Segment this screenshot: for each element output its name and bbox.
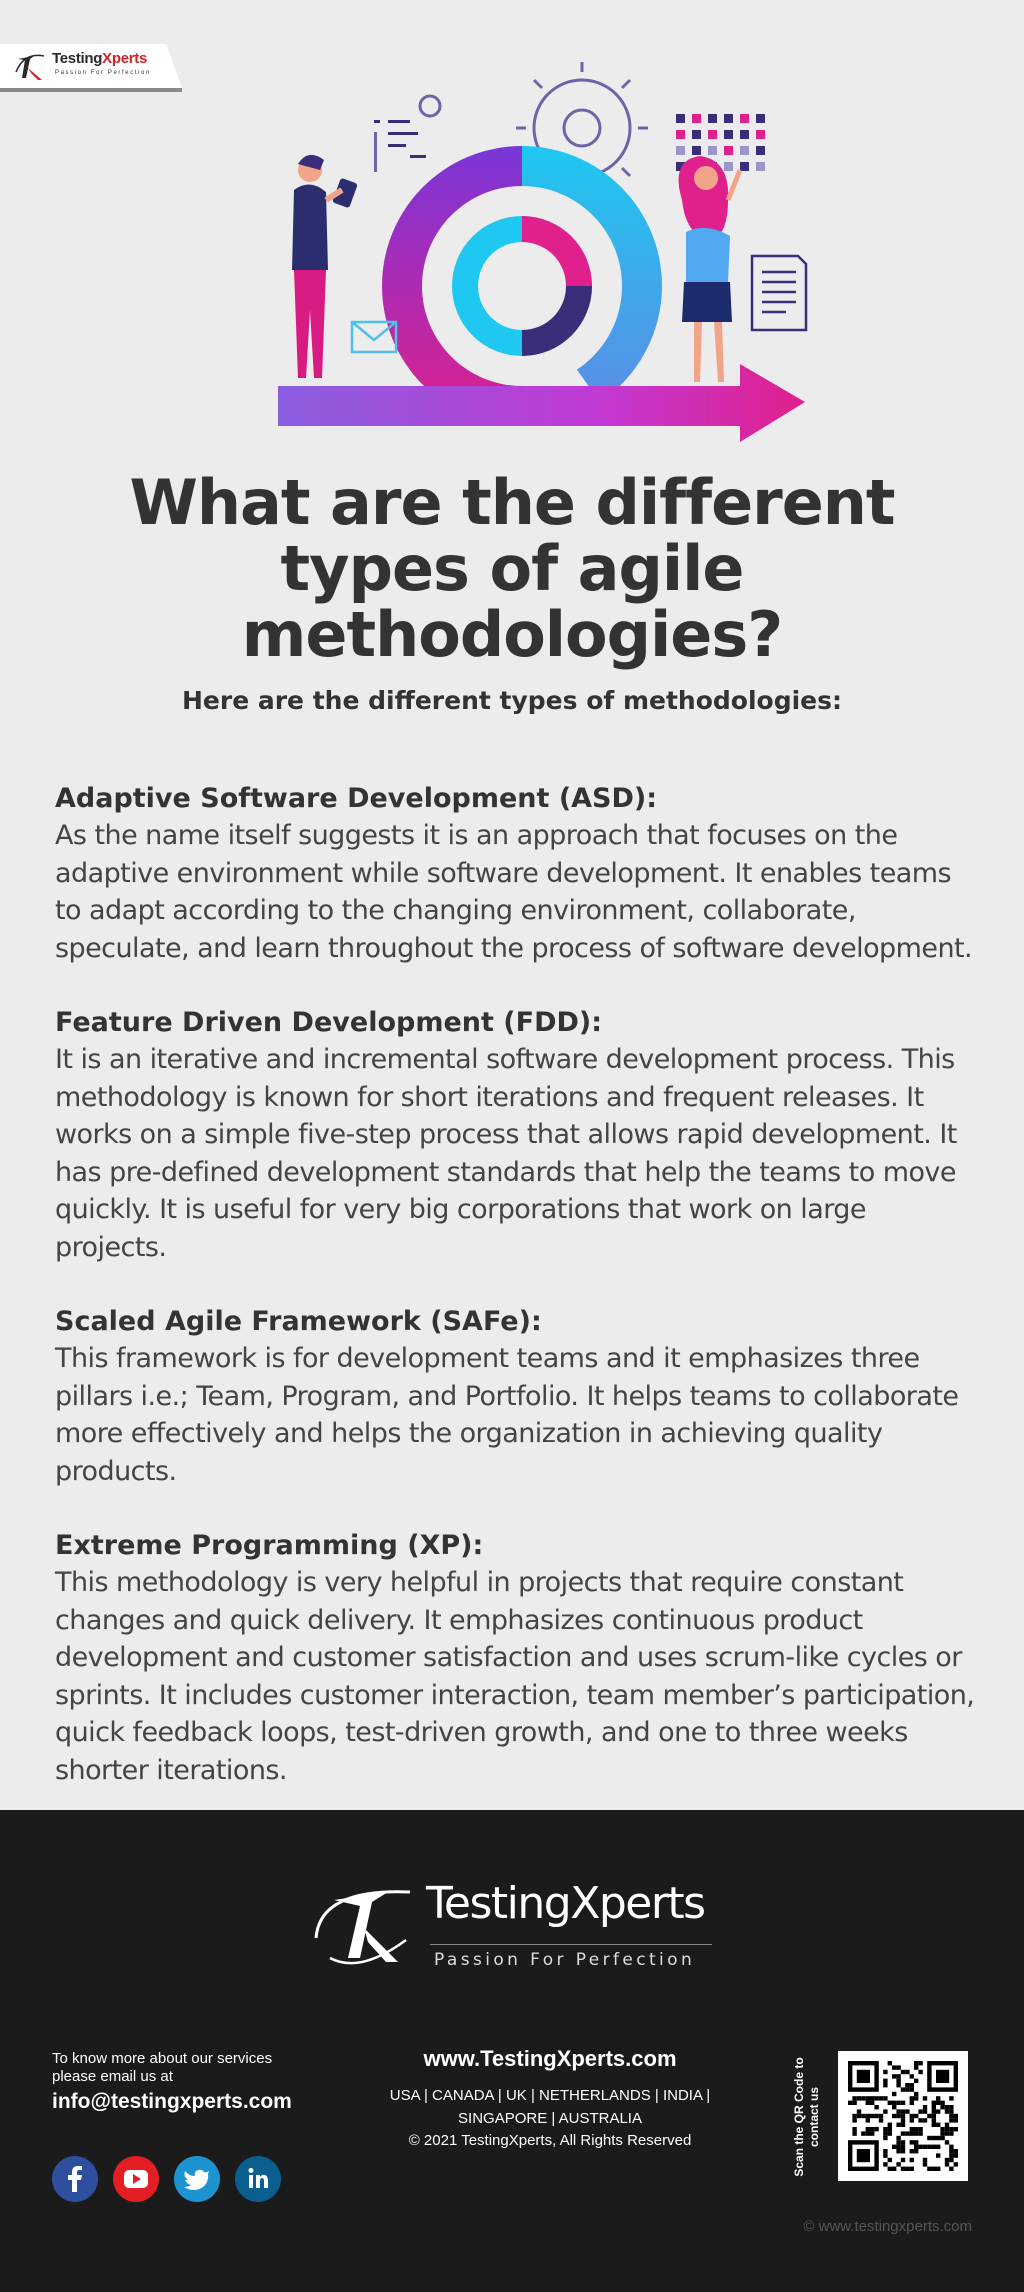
linkedin-icon[interactable]: [235, 2156, 281, 2202]
footer-copyright: © 2021 TestingXperts, All Rights Reserved: [408, 2132, 692, 2149]
methodology-body: This methodology is very helpful in projects that require constant changes and quick delivery. It emphasizes continuous product development and customer satisfaction and uses scrum-like cycles or sprints. It includes customer interaction, team member’s participation, quick feedback loops, test-driven growth, and one to three weeks shorter iterations.: [55, 1567, 975, 1786]
contact-email-link[interactable]: info@testingxperts.com: [52, 2090, 292, 2113]
person-right-figure: [679, 156, 740, 382]
methodology-heading: Scaled Agile Framework (SAFe):: [55, 1306, 542, 1337]
footer-center: [350, 2046, 750, 2152]
footer-brand-divider: [430, 1944, 712, 1945]
methodology-heading: Adaptive Software Development (ASD):: [55, 783, 658, 814]
document-icon: [752, 256, 806, 330]
footer-brand: TestingXperts: [426, 1878, 705, 1929]
qr-code-icon: [838, 2051, 968, 2181]
footer-watermark: © www.testingxperts.com: [803, 2218, 972, 2235]
page-title: What are the different types of agile methodologies?: [129, 466, 895, 671]
methodology-fdd: [55, 1004, 985, 1266]
list-icon: [374, 96, 440, 172]
twitter-icon[interactable]: [174, 2156, 220, 2202]
logo-wordmark: [52, 50, 147, 67]
logo-name-part2: Xperts: [102, 50, 148, 67]
methodology-heading: Extreme Programming (XP):: [55, 1530, 484, 1561]
social-links: [52, 2156, 291, 2204]
footer: [0, 1810, 1024, 2292]
methodology-body: It is an iterative and incremental software development process. This methodology is known for short iterations and frequent releases. It works on a simple five-step process that allows rapid development. It has pre-defined development standards that help the teams to move quickly. It is useful for very big corporations that work on large projects.: [55, 1044, 957, 1263]
envelope-icon: [352, 322, 396, 352]
methodology-xp: [55, 1527, 985, 1789]
youtube-icon[interactable]: [113, 2156, 159, 2202]
methodology-heading: Feature Driven Development (FDD):: [55, 1007, 603, 1038]
footer-tagline: Passion For Perfection: [434, 1950, 696, 1970]
hero-illustration: [270, 60, 810, 460]
logo-tagline: Passion For Perfection: [55, 70, 151, 76]
footer-contact: [52, 2050, 352, 2114]
contact-intro: To know more about our services please email us at: [52, 2050, 273, 2085]
methodology-body: As the name itself suggests it is an approach that focuses on the adaptive environment while software development. It enables teams to adapt according to the changing environment, collaborate, speculate, and learn throughout the process of software development.: [55, 820, 973, 964]
methodology-asd: [55, 780, 985, 967]
facebook-icon[interactable]: [52, 2156, 98, 2202]
qr-label: Scan the QR Code to contact us: [792, 2057, 821, 2177]
header-logo[interactable]: [0, 44, 182, 92]
footer-website-link[interactable]: www.TestingXperts.com: [423, 2046, 677, 2071]
footer-countries-line2: SINGAPORE | AUSTRALIA: [458, 2110, 642, 2127]
footer-logo[interactable]: [310, 1878, 730, 1974]
logo-name-part1: Testing: [52, 50, 103, 67]
footer-countries-line1: USA | CANADA | UK | NETHERLANDS | INDIA |: [389, 2087, 711, 2104]
methodology-list: [55, 780, 985, 1826]
person-left-figure: [292, 155, 358, 378]
methodology-safe: [55, 1303, 985, 1490]
methodology-body: This framework is for development teams and it emphasizes three pillars i.e.; Team, Program, and Portfolio. It helps teams to collaborate more effectively and helps the organization in achieving quality products.: [55, 1343, 959, 1487]
qr-code[interactable]: [838, 2051, 968, 2181]
page-subtitle: Here are the different types of methodologies:: [181, 686, 843, 715]
tx-logo-mark-icon: [310, 1878, 420, 1974]
